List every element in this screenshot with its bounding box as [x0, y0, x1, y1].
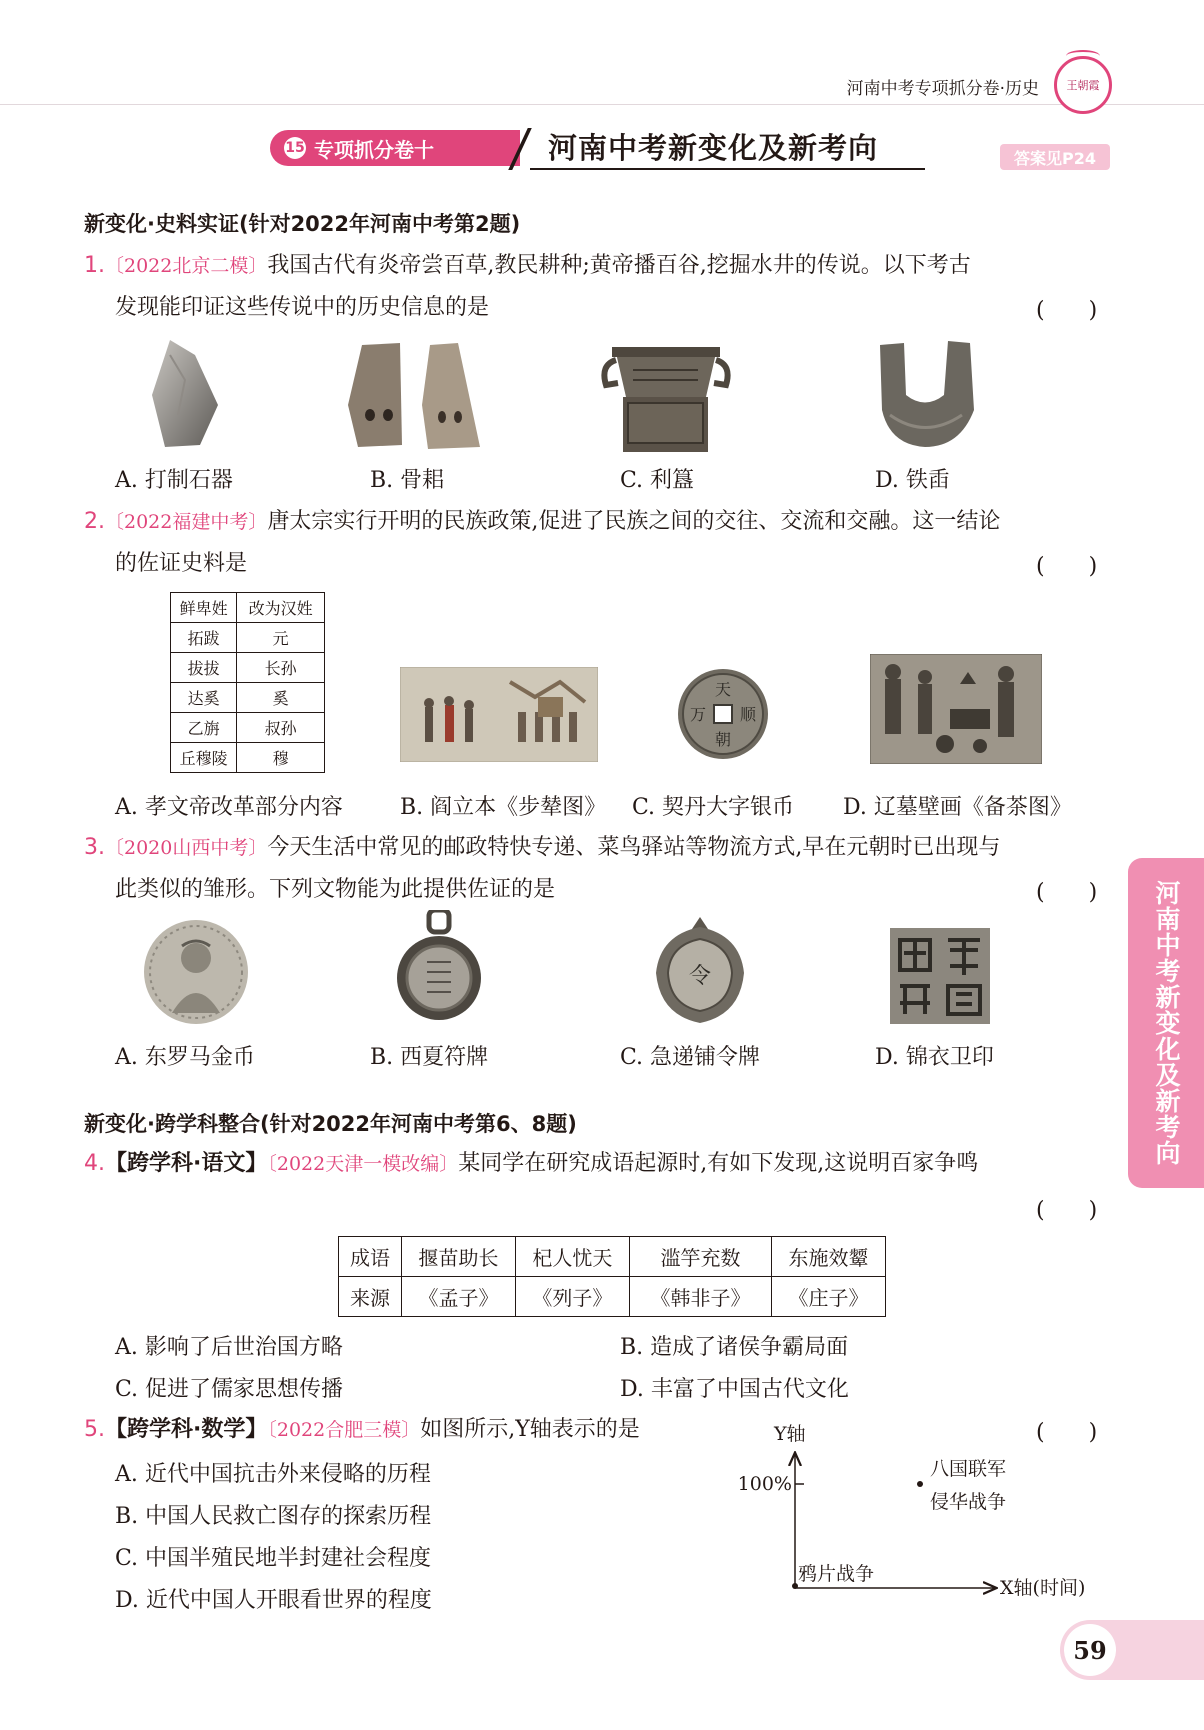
question-text: 我国古代有炎帝尝百草,教民耕种;黄帝播百谷,挖掘水井的传说。以下考古 [267, 253, 971, 278]
table-header: 鲜卑姓 [171, 593, 237, 623]
question-1 [84, 245, 1114, 287]
question-tag: 【跨学科·数学】 [105, 1417, 268, 1442]
question-1-line2: 发现能印证这些传说中的历史信息的是 [115, 295, 490, 320]
tea-mural-image [870, 654, 1042, 764]
answer-blank[interactable]: ( ) [1036, 1420, 1098, 1445]
table-cell: 东施效颦 [772, 1237, 886, 1277]
question-text: 某同学在研究成语起源时,有如下发现,这说明百家争鸣 [458, 1151, 979, 1176]
xixia-token-image [395, 910, 483, 1028]
banner-number: 15 [284, 137, 306, 159]
y-tick-label: 100% [737, 1473, 792, 1495]
coordinate-graph [730, 1420, 1120, 1615]
table-cell: 达奚 [171, 683, 237, 713]
option-c[interactable]: C. 促进了儒家思想传播 [115, 1377, 344, 1402]
option-a[interactable]: A. 近代中国抗击外来侵略的历程 [115, 1462, 431, 1487]
khitan-coin-image [676, 667, 770, 761]
table-cell: 拔拔 [171, 653, 237, 683]
option-d[interactable]: D. 近代中国人开眼看世界的程度 [115, 1588, 432, 1613]
section-heading-2: 新变化·跨学科整合(针对2022年河南中考第6、8题) [84, 1112, 577, 1136]
table-header: 来源 [339, 1277, 402, 1317]
question-source: 〔2022合肥三模〕 [267, 1419, 421, 1441]
option-d[interactable]: D. 铁臿 [875, 468, 950, 493]
series-title: 河南中考专项抓分卷·历史 [846, 79, 1039, 99]
token-char: 令 [688, 964, 712, 989]
answer-blank[interactable]: ( ) [1036, 554, 1098, 579]
jinyiwei-seal-image [890, 928, 990, 1024]
option-d[interactable]: D. 辽墓壁画《备茶图》 [843, 795, 1072, 820]
option-c[interactable]: C. 契丹大字银币 [632, 795, 795, 820]
question-2-line2: 的佐证史料是 [115, 551, 248, 576]
table-cell: 《韩非子》 [629, 1277, 771, 1317]
coin-char: 顺 [739, 705, 757, 724]
question-text: 今天生活中常见的邮政特快专递、菜鸟驿站等物流方式,早在元朝时已出现与 [267, 835, 1001, 860]
y-axis-label: Y轴 [774, 1423, 806, 1445]
table-cell: 揠苗助长 [402, 1237, 516, 1277]
option-d[interactable]: D. 锦衣卫印 [875, 1045, 994, 1070]
option-b[interactable]: B. 造成了诸侯争霸局面 [620, 1335, 849, 1360]
table-cell: 杞人忧天 [515, 1237, 629, 1277]
table-header: 改为汉姓 [237, 593, 325, 623]
question-tag: 【跨学科·语文】 [105, 1151, 268, 1176]
publisher-logo: 王朝霞 [1054, 56, 1112, 114]
table-cell: 《列子》 [515, 1277, 629, 1317]
question-number: 3. [84, 835, 105, 860]
answer-blank[interactable]: ( ) [1036, 1198, 1098, 1223]
question-source: 〔2022天津一模改编〕 [267, 1153, 459, 1175]
table-cell: 元 [237, 623, 325, 653]
courier-token-image [650, 915, 750, 1027]
question-2 [84, 501, 1114, 543]
option-c[interactable]: C. 中国半殖民地半封建社会程度 [115, 1546, 432, 1571]
byzantine-coin-image [142, 918, 250, 1026]
option-c[interactable]: C. 利簋 [620, 468, 695, 493]
page-number: 59 [1064, 1624, 1116, 1676]
page-title: 河南中考新变化及新考向 [548, 131, 879, 165]
stone-tool-image [140, 335, 230, 455]
option-c[interactable]: C. 急递铺令牌 [620, 1045, 761, 1070]
option-d[interactable]: D. 丰富了中国古代文化 [620, 1377, 849, 1402]
table-cell: 奚 [237, 683, 325, 713]
banner-label [270, 130, 520, 166]
header-divider [0, 104, 1204, 105]
question-source: 〔2022福建中考〕 [105, 511, 268, 533]
option-b[interactable]: B. 中国人民救亡图存的探索历程 [115, 1504, 432, 1529]
question-number: 2. [84, 509, 105, 534]
data-point-label: 鸦片战争 [798, 1563, 875, 1585]
coin-char: 天 [714, 680, 732, 699]
question-text: 唐太宗实行开明的民族政策,促进了民族之间的交往、交流和交融。这一结论 [267, 509, 1001, 534]
li-gui-vessel-image [598, 335, 733, 453]
option-a[interactable]: A. 东罗马金币 [115, 1045, 255, 1070]
question-number: 5. [84, 1417, 105, 1442]
question-text: 如图所示,Y轴表示的是 [420, 1417, 640, 1442]
question-source: 〔2020山西中考〕 [105, 837, 268, 859]
table-cell: 丘穆陵 [171, 743, 237, 773]
table-cell: 乙旃 [171, 713, 237, 743]
section-heading-1: 新变化·史料实证(针对2022年河南中考第2题) [84, 212, 521, 236]
banner-label-text: 专项抓分卷十 [314, 137, 434, 162]
bunian-painting-image [400, 667, 598, 762]
option-a[interactable]: A. 打制石器 [115, 468, 233, 493]
answer-blank[interactable]: ( ) [1036, 298, 1098, 323]
data-point [917, 1481, 923, 1487]
data-point-label: 侵华战争 [930, 1491, 1007, 1513]
question-4 [84, 1143, 1114, 1185]
option-b[interactable]: B. 阎立本《步辇图》 [400, 795, 607, 820]
surname-table [170, 592, 325, 773]
question-3-line2: 此类似的雏形。下列文物能为此提供佐证的是 [115, 877, 556, 902]
option-b[interactable]: B. 骨耜 [370, 468, 445, 493]
table-cell: 滥竽充数 [629, 1237, 771, 1277]
answer-reference: 答案见P24 [1000, 144, 1110, 170]
option-b[interactable]: B. 西夏符牌 [370, 1045, 489, 1070]
table-cell: 《孟子》 [402, 1277, 516, 1317]
iron-spade-image [870, 335, 990, 453]
table-header: 成语 [339, 1237, 402, 1277]
data-point-label: 八国联军 [930, 1458, 1007, 1480]
table-cell: 《庄子》 [772, 1277, 886, 1317]
idiom-table [338, 1236, 886, 1317]
side-tab: 河南中考新变化及新考向 [1128, 858, 1204, 1188]
title-underline [530, 168, 925, 170]
option-a[interactable]: A. 孝文帝改革部分内容 [115, 795, 343, 820]
table-cell: 穆 [237, 743, 325, 773]
table-cell: 拓跋 [171, 623, 237, 653]
coin-char: 朝 [714, 730, 732, 749]
question-source: 〔2022北京二模〕 [105, 255, 268, 277]
question-number: 1. [84, 253, 105, 278]
question-5 [84, 1409, 640, 1451]
table-cell: 长孙 [237, 653, 325, 683]
table-cell: 叔孙 [237, 713, 325, 743]
x-axis-label: X轴(时间) [1000, 1577, 1086, 1599]
bone-spade-image [340, 335, 490, 455]
question-number: 4. [84, 1151, 105, 1176]
option-a[interactable]: A. 影响了后世治国方略 [115, 1335, 343, 1360]
question-3 [84, 827, 1114, 869]
answer-blank[interactable]: ( ) [1036, 880, 1098, 905]
coin-char: 万 [689, 705, 707, 724]
